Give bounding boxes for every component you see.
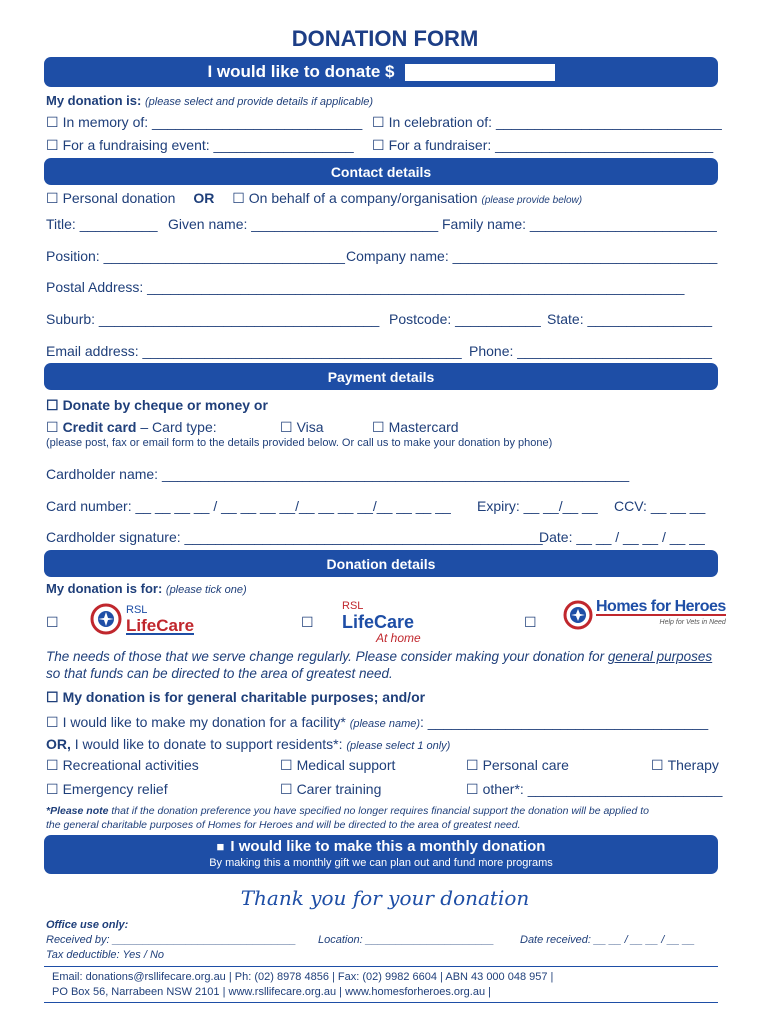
please-note: *Please note that if the donation preference you have specified no longer requires financial support the donation will be applied to the general charitable purposes of Homes for Heroes and will be directed to the area of greatest need.	[46, 805, 649, 831]
checkbox-icon[interactable]: ☐	[372, 419, 385, 435]
page-title: DONATION FORM	[291, 26, 479, 51]
company-hint: (please provide below)	[481, 195, 583, 206]
rsl-lifecare-athome-checkbox[interactable]	[301, 614, 318, 631]
company-name-field[interactable]: Company name: __________________________________	[346, 248, 718, 264]
cheque-option[interactable]: ☐ Donate by cheque or money or	[46, 397, 268, 413]
recreational-option[interactable]: ☐ Recreational activities	[46, 757, 199, 773]
checkbox-icon[interactable]: ☐	[46, 137, 59, 153]
personal-donation-label: Personal donation	[62, 190, 176, 206]
personal-care-option[interactable]: ☐ Personal care	[466, 757, 569, 773]
footer-divider-top	[44, 966, 718, 967]
fundraiser-option[interactable]: ☐ For a fundraiser: ____________________________	[372, 137, 714, 153]
expiry-field[interactable]: Expiry: __ __/__ __	[477, 498, 598, 514]
rsl-lifecare-logo	[90, 603, 194, 635]
logo3-sub: Help for Vets in Need	[659, 619, 726, 626]
checkbox-icon[interactable]: ☐	[280, 419, 293, 435]
thank-you-text: Thank you for your donation	[240, 886, 530, 910]
donation-for-hint: (please tick one)	[165, 584, 247, 596]
other-option[interactable]: ☐ other*: _________________________	[466, 781, 723, 797]
my-donation-label: My donation is:	[46, 93, 142, 108]
phone-field[interactable]: Phone: _________________________	[469, 343, 712, 359]
signature-field[interactable]: Cardholder signature: ______________________________________________	[46, 529, 543, 545]
ccv-field[interactable]: CCV: __ __ __	[614, 498, 706, 514]
footer-divider-bottom	[44, 1002, 718, 1003]
position-field[interactable]: Position: _______________________________	[46, 248, 345, 264]
checkbox-icon[interactable]: ☐	[46, 397, 59, 413]
email-field[interactable]: Email address: _________________________________________	[46, 343, 462, 359]
monthly-sub: By making this a monthly gift we can plan out and fund more programs	[209, 856, 553, 869]
logo3-main: Homes for Heroes	[596, 598, 726, 615]
checkbox-icon[interactable]: ☐	[466, 757, 479, 773]
rsl-lifecare-checkbox[interactable]	[46, 614, 63, 631]
cardholder-name-field[interactable]: Cardholder name: ____________________________________________________________	[46, 466, 630, 482]
needs-paragraph: The needs of those that we serve change regularly. Please consider making your donation for general purposes so that funds can be directed to the area of greatest need.	[46, 649, 713, 681]
donate-amount-input[interactable]	[405, 64, 555, 81]
homes-for-heroes-checkbox[interactable]	[524, 614, 541, 631]
location-field: Location: _____________________	[318, 934, 495, 946]
checkbox-icon[interactable]: ☐	[524, 614, 537, 630]
rsl-lifecare-athome-logo	[342, 598, 421, 646]
checkbox-icon[interactable]: ☐	[301, 614, 314, 630]
received-by-field: Received by: ______________________________	[46, 934, 297, 946]
donate-label: I would like to donate $	[207, 62, 395, 81]
checkbox-icon[interactable]: ☐	[46, 689, 59, 705]
rsl-emblem-icon	[90, 603, 122, 635]
visa-option[interactable]: ☐ Visa	[280, 419, 324, 435]
donation-type-row	[46, 190, 582, 207]
in-celebration-option[interactable]: ☐ In celebration of: _____________________________	[372, 114, 722, 130]
checkbox-icon[interactable]: ☐	[232, 190, 245, 206]
donation-details-header: Donation details	[44, 550, 718, 577]
general-purposes-text: general purposes	[607, 649, 713, 664]
facility-line[interactable]: : ____________________________________	[420, 714, 709, 730]
checkbox-icon[interactable]: ☐	[46, 714, 59, 730]
donate-amount-bar	[44, 57, 718, 87]
checkbox-icon[interactable]: ☐	[46, 419, 59, 435]
tax-deductible: Tax deductible: Yes / No	[46, 949, 165, 961]
logo2-top: RSL	[342, 600, 364, 612]
card-type-label: – Card type:	[140, 419, 217, 435]
therapy-option[interactable]: ☐ Therapy	[651, 757, 719, 773]
in-memory-option[interactable]: ☐ In memory of: ___________________________	[46, 114, 363, 130]
checkbox-icon[interactable]: ☐	[372, 114, 385, 130]
checkbox-icon[interactable]: ☐	[46, 114, 59, 130]
checkbox-icon[interactable]: ☐	[46, 781, 59, 797]
footer-contact-line: Email: donations@rsllifecare.org.au | Ph: (02) 8978 4856 | Fax: (02) 9982 6604 | ABN 43 000 048 957 |	[52, 971, 554, 983]
postcode-field[interactable]: Postcode: ___________	[389, 311, 541, 327]
monthly-donation-bar[interactable]	[44, 835, 718, 874]
given-name-field[interactable]: Given name: ________________________	[168, 216, 439, 232]
monthly-donation-option[interactable]: ■ I would like to make this a monthly donation	[216, 837, 546, 855]
logo2-main: LifeCare	[342, 612, 415, 632]
date-received-field: Date received: __ __ / __ __ / __ __	[520, 934, 695, 946]
family-name-field[interactable]: Family name: ________________________	[442, 216, 717, 232]
homes-for-heroes-emblem-icon	[563, 600, 593, 630]
emergency-option[interactable]: ☐ Emergency relief	[46, 781, 168, 797]
logo1-top: RSL	[126, 604, 148, 616]
checkbox-filled-icon[interactable]: ■	[216, 838, 225, 854]
facility-option[interactable]: ☐ I would like to make my donation for a facility* (please name): ____________________________________	[46, 714, 709, 730]
homes-for-heroes-logo	[563, 600, 726, 630]
footer-address-line: PO Box 56, Narrabeen NSW 2101 | www.rsllifecare.org.au | www.homesforheroes.org.au |	[52, 986, 491, 998]
residents-row	[46, 736, 450, 752]
checkbox-icon[interactable]: ☐	[466, 781, 479, 797]
or-label: OR,	[46, 736, 71, 752]
checkbox-icon[interactable]: ☐	[46, 190, 59, 206]
credit-card-option[interactable]	[46, 419, 217, 436]
logo2-sub: At home	[376, 631, 421, 645]
residents-label: I would like to donate to support residents*:	[74, 736, 343, 752]
date-field[interactable]: Date: __ __ / __ __ / __ __	[539, 529, 705, 545]
checkbox-icon[interactable]: ☐	[651, 757, 664, 773]
checkbox-icon[interactable]: ☐	[280, 781, 293, 797]
office-use-label: Office use only:	[46, 919, 129, 931]
medical-option[interactable]: ☐ Medical support	[280, 757, 396, 773]
or-label: OR	[193, 190, 215, 206]
checkbox-icon[interactable]: ☐	[46, 614, 59, 630]
suburb-field[interactable]: Suburb: ____________________________________	[46, 311, 380, 327]
checkbox-icon[interactable]: ☐	[372, 137, 385, 153]
payment-details-header: Payment details	[44, 363, 718, 390]
logo1-main: LifeCare	[126, 616, 195, 635]
company-label: On behalf of a company/organisation	[248, 190, 478, 206]
carer-option[interactable]: ☐ Carer training	[280, 781, 382, 797]
credit-card-label: Credit card	[62, 419, 137, 435]
checkbox-icon[interactable]: ☐	[280, 757, 293, 773]
card-number-field[interactable]: Card number: __ __ __ __ / __ __ __ __/__ __ __ __/__ __ __ __	[46, 498, 451, 514]
payment-note: (please post, fax or email form to the details provided below. Or call us to make your donation by phone)	[46, 437, 553, 449]
state-field[interactable]: State: ________________	[547, 311, 713, 327]
mastercard-option[interactable]: ☐ Mastercard	[372, 419, 459, 435]
fundraising-event-option[interactable]: ☐ For a fundraising event: __________________	[46, 137, 354, 153]
facility-hint: (please name)	[349, 718, 421, 730]
donation-for-label: My donation is for:	[46, 581, 163, 596]
donation-for-row	[46, 581, 247, 596]
title-field[interactable]: Title: __________	[46, 216, 158, 232]
general-purposes-option[interactable]: ☐ My donation is for general charitable purposes; and/or	[46, 689, 426, 705]
my-donation-hint: (please select and provide details if applicable)	[144, 96, 374, 108]
my-donation-row	[46, 93, 373, 108]
residents-hint: (please select 1 only)	[346, 740, 451, 752]
postal-address-field[interactable]: Postal Address: _____________________________________________________________________	[46, 279, 685, 295]
contact-details-header: Contact details	[44, 158, 718, 185]
checkbox-icon[interactable]: ☐	[46, 757, 59, 773]
